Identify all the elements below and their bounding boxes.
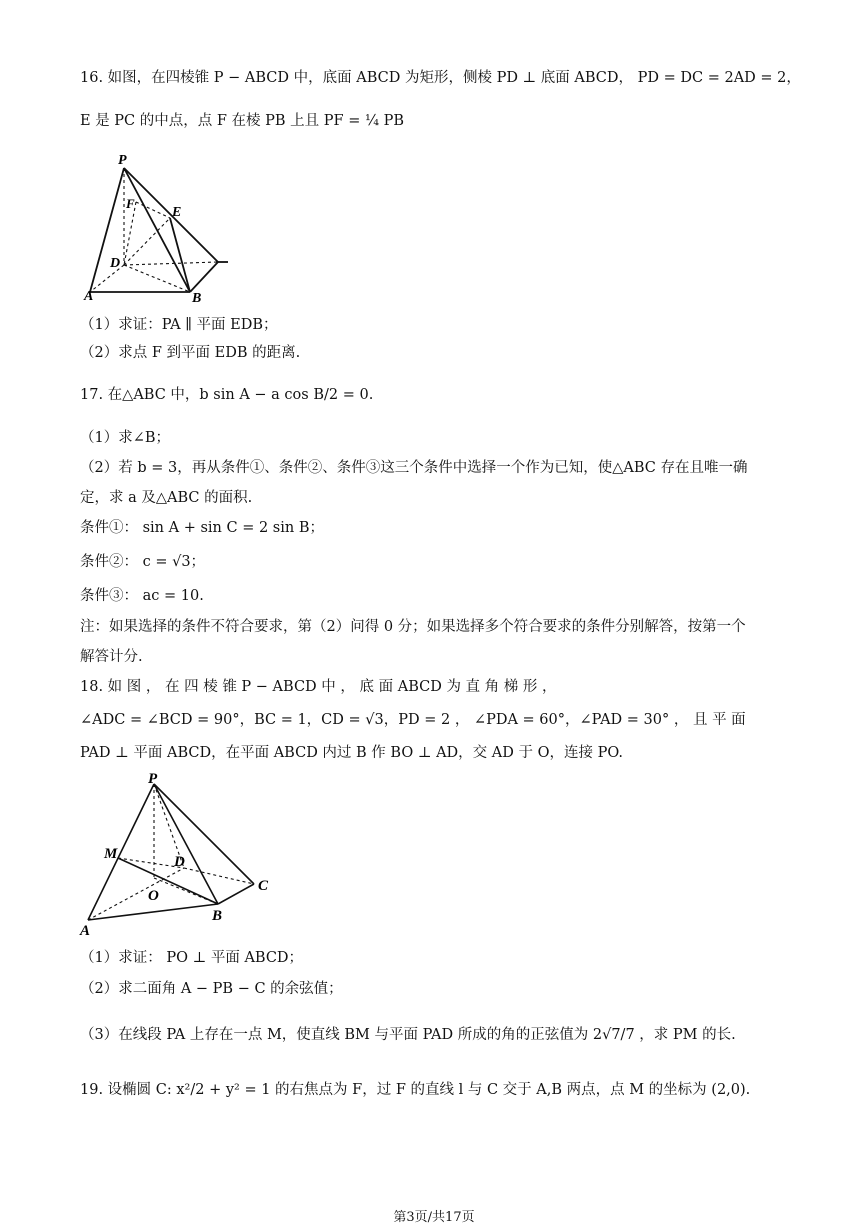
q16-part2: （2）求点 F 到平面 EDB 的距离. — [80, 345, 301, 361]
q17-part1: （1）求∠B； — [80, 430, 171, 446]
page-footer: 第3页/共17页 — [393, 1210, 475, 1225]
q17-note-a: 注：如果选择的条件不符合要求，第（2）问得 0 分；如果选择多个符合要求的条件分别解答，按第一个 — [80, 619, 746, 635]
q17-part2b: 定，求 a 及△ABC 的面积. — [80, 490, 253, 506]
q18-figure — [78, 772, 288, 940]
q17-part2a: （2）若 b = 3，再从条件①、条件②、条件③这三个条件中选择一个作为已知，使△ABC 存在且唯一确 — [80, 460, 748, 476]
q18-part3: （3）在线段 PA 上存在一点 M，使直线 BM 与平面 PAD 所成的角的正弦值为 2√7/7 ，求 PM 的长. — [80, 1027, 736, 1043]
q18-line2: ∠ADC = ∠BCD = 90°，BC = 1，CD = √3，PD = 2 ， ∠PDA = 60°，∠PAD = 30° ， 且 平 面 — [80, 712, 746, 728]
fig18-label-d: D — [174, 854, 185, 870]
q17-line1: 17. 在△ABC 中，b sin A − a cos B/2 = 0. — [80, 387, 374, 403]
fig16-label-f: F — [126, 196, 135, 211]
fig16-label-b: B — [192, 291, 202, 306]
q18-line3: PAD ⊥ 平面 ABCD，在平面 ABCD 内过 B 作 BO ⊥ AD，交 AD 于 O，连接 PO. — [80, 745, 624, 761]
q17-note-b: 解答计分. — [80, 649, 143, 665]
fig18-label-b: B — [212, 908, 223, 924]
fig18-label-c: C — [258, 878, 269, 894]
q17-cond1: 条件①： sin A + sin C = 2 sin B； — [80, 520, 324, 536]
fig16-label-e: E — [172, 205, 182, 220]
fig16-label-d: D — [110, 256, 121, 271]
q18-part2: （2）求二面角 A − PB − C 的余弦值； — [80, 981, 343, 997]
q18-part1: （1）求证： PO ⊥ 平面 ABCD； — [80, 950, 304, 966]
fig18-label-a: A — [80, 923, 91, 939]
q18-line1: 18. 如 图 ， 在 四 棱 锥 P − ABCD 中 ， 底 面 ABCD 为 直 角 梯 形 ， — [80, 679, 557, 695]
fig18-label-m: M — [104, 846, 118, 862]
q19-line1: 19. 设椭圆 C: x²/2 + y² = 1 的右焦点为 F，过 F 的直线 l 与 C 交于 A,B 两点，点 M 的坐标为 (2,0). — [80, 1082, 751, 1098]
fig16-label-p: P — [118, 153, 127, 168]
q16-part1: （1）求证：PA ∥ 平面 EDB； — [80, 317, 278, 333]
q17-cond3: 条件③： ac = 10. — [80, 588, 204, 604]
q17-cond2: 条件②： c = √3； — [80, 554, 206, 570]
fig18-label-o: O — [148, 888, 159, 904]
fig16-label-a: A — [84, 289, 94, 304]
q16-line1: 16. 如图，在四棱锥 P − ABCD 中，底面 ABCD 为矩形，侧棱 PD ⊥ 底面 ABCD， PD = DC = 2AD = 2， — [80, 70, 801, 86]
q16-line2: E 是 PC 的中点，点 F 在棱 PB 上且 PF = ¼ PB — [80, 113, 405, 129]
fig18-label-p: P — [148, 772, 158, 787]
q16-figure — [82, 150, 242, 310]
